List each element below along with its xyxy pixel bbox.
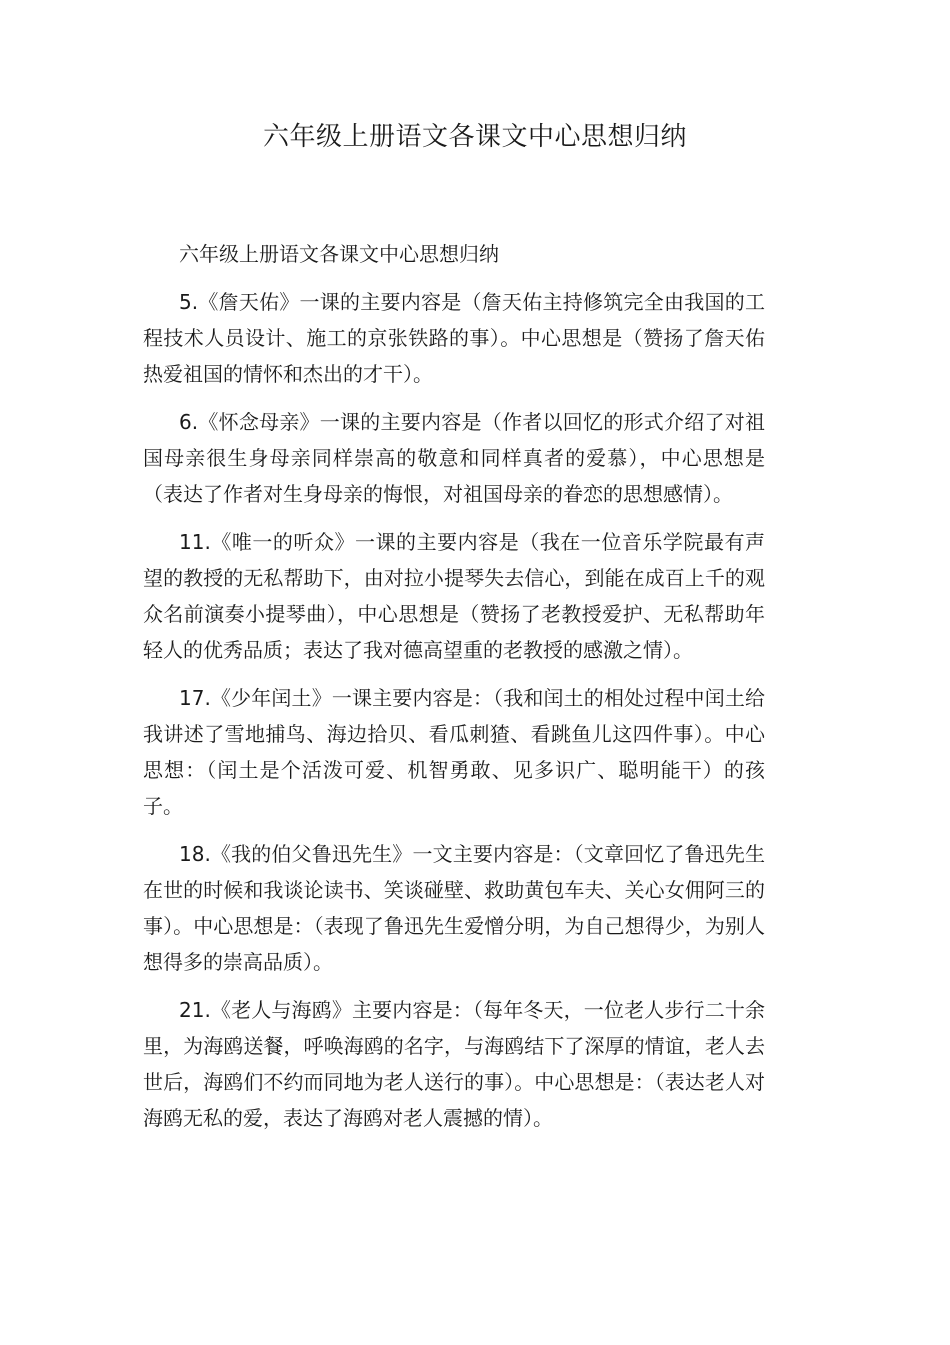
document-title: 六年级上册语文各课文中心思想归纳 — [262, 122, 687, 152]
paragraph-lesson-11: 11.《唯一的听众》一课的主要内容是（我在一位音乐学院最有声望的教授的无私帮助下，由对拉小提琴失去信心，到能在成百上千的观众名前演奏小提琴曲），中心思想是（赞扬了老教授爱护、无私帮助年轻人的优秀品质；表达了我对德高望重的老教授的感激之情）。 — [143, 530, 765, 662]
paragraph-lesson-18: 18.《我的伯父鲁迅先生》一文主要内容是：（文章回忆了鲁迅先生在世的时候和我谈论读书、笑谈碰壁、救助黄包车夫、关心女佣阿三的事）。中心思想是：（表现了鲁迅先生爱憎分明，为自己想得少，为别人想得多的崇高品质）。 — [143, 842, 765, 974]
paragraph-lesson-21: 21.《老人与海鸥》主要内容是：（每年冬天，一位老人步行二十余里，为海鸥送餐，呼唤海鸥的名字，与海鸥结下了深厚的情谊，老人去世后，海鸥们不约而同地为老人送行的事）。中心思想是：（表达老人对海鸥无私的爱，表达了海鸥对老人震撼的情）。 — [143, 998, 765, 1130]
paragraph-lesson-5: 5.《詹天佑》一课的主要内容是（詹天佑主持修筑完全由我国的工程技术人员设计、施工的京张铁路的事）。中心思想是（赞扬了詹天佑热爱祖国的情怀和杰出的才干）。 — [143, 290, 765, 386]
document-subtitle: 六年级上册语文各课文中心思想归纳 — [179, 242, 499, 266]
paragraph-lesson-6: 6.《怀念母亲》一课的主要内容是（作者以回忆的形式介绍了对祖国母亲很生身母亲同样崇高的敬意和同样真者的爱慕），中心思想是（表达了作者对生身母亲的悔恨，对祖国母亲的眷恋的思想感情）。 — [143, 410, 765, 506]
document-body — [143, 236, 765, 1148]
paragraph-lesson-17: 17.《少年闰土》一课主要内容是：（我和闰土的相处过程中闰土给我讲述了雪地捕鸟、海边拾贝、看瓜刺猹、看跳鱼儿这四件事）。中心思想：（闰土是个活泼可爱、机智勇敢、见多识广、聪明能干）的孩子。 — [143, 686, 765, 818]
